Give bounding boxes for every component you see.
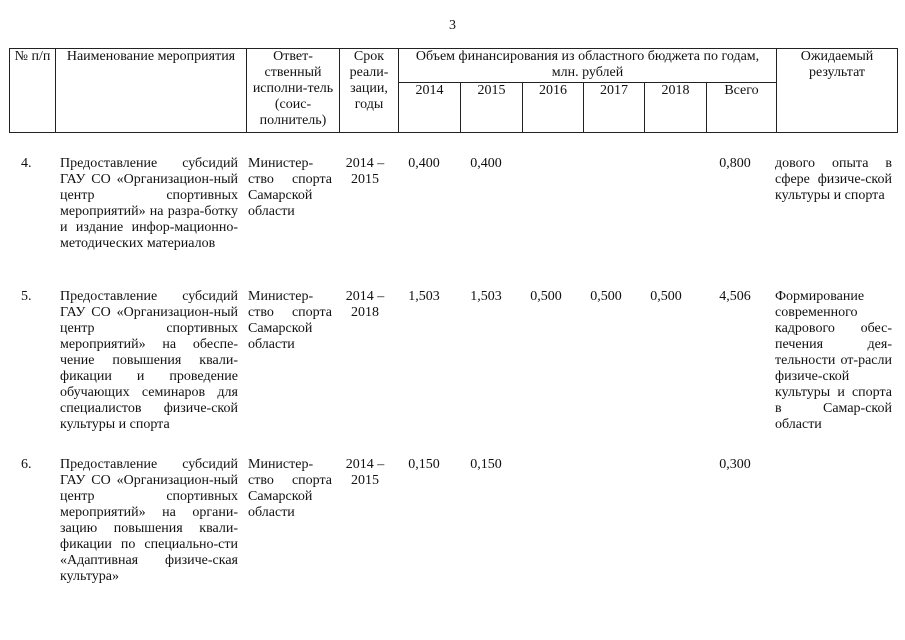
header-responsible: Ответ-ственный исполни-тель (соис-полнитель) — [247, 49, 340, 133]
row-num: 4. — [21, 156, 32, 171]
header-year: 2018 — [645, 83, 707, 133]
header-year: 2016 — [523, 83, 584, 133]
row-term: 2014 – 2015 — [345, 156, 385, 187]
row-responsible: Министер-ство спорта Самарской области — [248, 457, 332, 520]
row-value-total: 0,300 — [719, 457, 751, 472]
table-header — [9, 48, 898, 133]
header-year: 2017 — [584, 83, 645, 133]
row-term: 2014 – 2018 — [345, 289, 385, 320]
header-total: Всего — [707, 83, 777, 133]
row-name: Предоставление субсидий ГАУ СО «Организацион-ный центр спортивных мероприятий» на разра-ботку и издание инфор-мационно-методических материалов — [60, 156, 238, 251]
header-result: Ожидаемый результат — [777, 49, 898, 133]
row-value-2015: 0,150 — [470, 457, 502, 472]
header-year: 2014 — [399, 83, 461, 133]
row-value-total: 0,800 — [719, 156, 751, 171]
row-value-2015: 0,400 — [470, 156, 502, 171]
row-num: 6. — [21, 457, 32, 472]
row-name: Предоставление субсидий ГАУ СО «Организацион-ный центр спортивных мероприятий» на обеспе-чение повышения квали-фикации и проведение обучающих семинаров для специалистов физиче-ской культуры и спорта — [60, 289, 238, 432]
row-term: 2014 – 2015 — [345, 457, 385, 488]
row-value-2016: 0,500 — [530, 289, 562, 304]
header-name: Наименование мероприятия — [56, 49, 247, 133]
header-year: 2015 — [461, 83, 523, 133]
row-value-2014: 1,503 — [408, 289, 440, 304]
row-value-2014: 0,150 — [408, 457, 440, 472]
row-name: Предоставление субсидий ГАУ СО «Организацион-ный центр спортивных мероприятий» на органи-зацию повышения квали-фикации по специально-сти «Адаптивная физиче-ская культура» — [60, 457, 238, 584]
header-term: Срок реали-зации, годы — [340, 49, 399, 133]
header-funding: Объем финансирования из областного бюджета по годам, млн. рублей — [399, 49, 777, 83]
row-value-2017: 0,500 — [590, 289, 622, 304]
row-num: 5. — [21, 289, 32, 304]
row-result: дового опыта в сфере физиче-ской культуры и спорта — [775, 156, 892, 203]
row-value-2014: 0,400 — [408, 156, 440, 171]
row-value-2015: 1,503 — [470, 289, 502, 304]
row-value-2018: 0,500 — [650, 289, 682, 304]
row-responsible: Министер-ство спорта Самарской области — [248, 156, 332, 219]
row-result: Формирование современного кадрового обес-печения дея-тельности от-расли физиче-ской культуры и спорта в Самар-ской области — [775, 289, 892, 432]
row-responsible: Министер-ство спорта Самарской области — [248, 289, 332, 352]
row-value-total: 4,506 — [719, 289, 751, 304]
header-num: № п/п — [10, 49, 56, 133]
page-number: 3 — [449, 18, 456, 33]
